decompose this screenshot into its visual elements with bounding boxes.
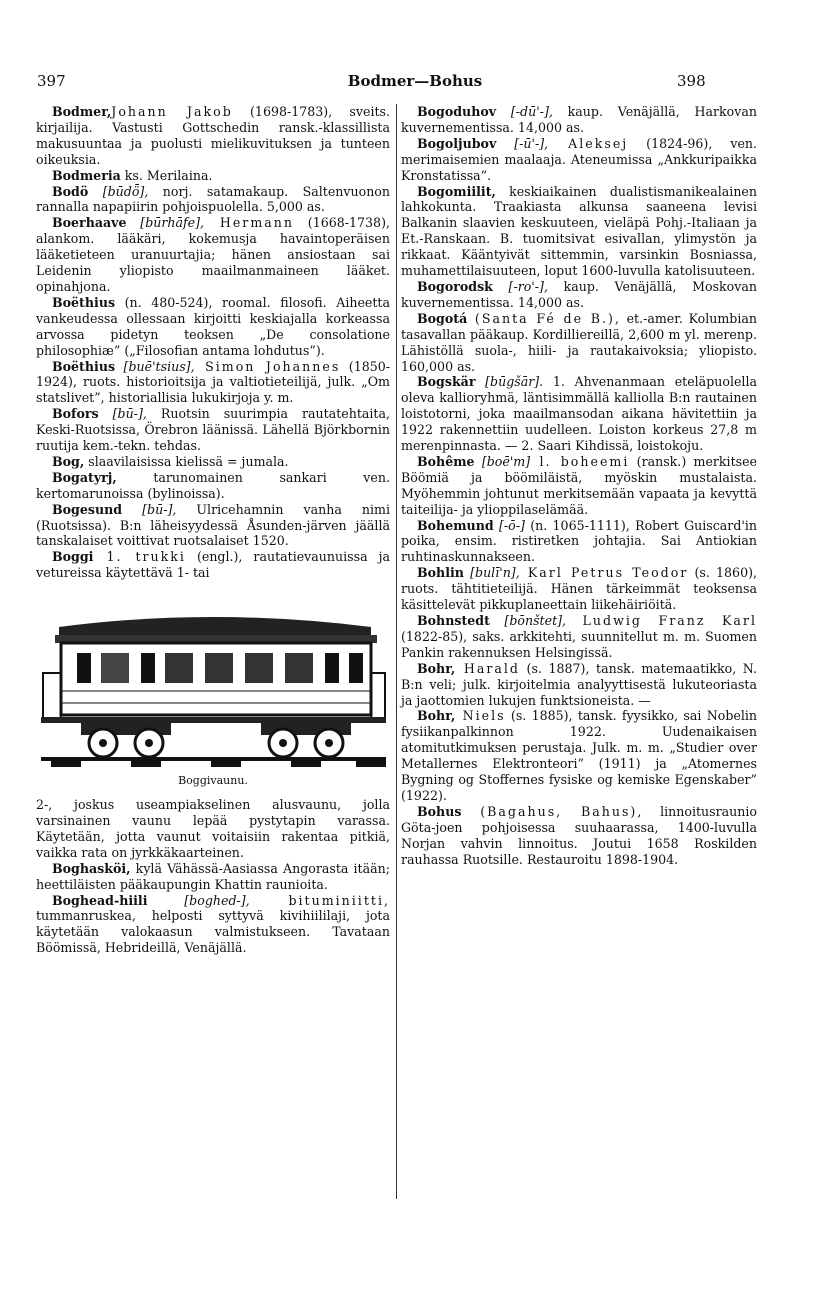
entry-text: (1668-1738), alankom. lääkäri, kokemusja havaintoperäisen lääketieteen uranuurtajia; hänen ansiostaan sai Leidenin yliopisto maailmanmaineen lääket. opinahjona.	[36, 215, 390, 294]
entry-headword: Bohlin	[417, 565, 464, 581]
dictionary-entry	[36, 893, 390, 957]
entry-headword: Boghasköi,	[52, 860, 131, 876]
entry-text: Ruotsin suurimpia rautatehtaita, Keski-Ruotsissa, Örebron läänissä. Lähellä Björkbornin ruutija kem.-tekn. tehdas.	[36, 406, 390, 454]
entry-pronunciation: [-ō-]	[493, 517, 525, 533]
entry-pronunciation: [bulī'n],	[463, 565, 520, 581]
entry-text: (1824-96), ven. merimaisemien maalaaja. Ateneumissa „Ankkuripaikka Kronstatissa”.	[401, 135, 758, 183]
entry-spaced-name: (Bagahus, Bahus),	[461, 803, 644, 819]
dictionary-entry	[401, 454, 757, 518]
dictionary-entry	[36, 454, 390, 470]
entry-text: tummanruskea, helposti syttyvä kivihiililaji, jota käytetään valokaasun valmistukseen. Tavataan Böömissä, Hebrideillä, Venäjällä.	[36, 908, 390, 956]
entry-text: (n. 480-524), roomal. filosofi. Aiheetta vankeudessa ollessaan kirjoitti keskiajalla korkeassa arvossa pidetyn teoksen „De consolatione philosophiæ” („Filosofian antama lohdutus”).	[36, 294, 390, 358]
dictionary-entry	[401, 613, 757, 661]
dictionary-entry	[401, 136, 757, 184]
entry-text: (1822-85), saks. arkkitehti, suunnitellut m. m. Suomen Pankin rakennuksen Helsingissä.	[401, 628, 757, 660]
entry-pronunciation: [būrhāfe],	[126, 215, 205, 231]
left-entries	[36, 104, 390, 581]
entry-headword: Bogatyrj,	[52, 469, 117, 485]
dictionary-entry	[36, 184, 390, 216]
running-head: Bodmer—Bohus	[347, 72, 483, 90]
entry-headword: Bohemund	[417, 517, 494, 533]
entry-headword: Boerhaave	[52, 215, 127, 231]
dictionary-entry	[36, 215, 390, 295]
entry-headword: Bodö	[52, 183, 89, 199]
dictionary-entry	[36, 470, 390, 502]
dictionary-entry	[401, 374, 757, 454]
entry-text: (engl.), rautatievaunuissa ja vetureissa käytettävä 1- tai	[36, 549, 391, 581]
entry-text: tarunomainen sankari ven. kertomarunoissa (bylinoissa).	[36, 469, 390, 501]
entry-spaced-name: Hermann	[204, 215, 294, 231]
entry-headword: Bogorodsk	[417, 278, 493, 294]
entry-spaced-name: Ludwig Franz Karl	[566, 613, 757, 628]
dictionary-entry	[36, 502, 390, 550]
dictionary-entry	[401, 311, 757, 375]
dictionary-entry	[36, 359, 390, 407]
entry-spaced-name: Simon Johannes	[194, 358, 341, 374]
entry-text: linnoitusraunio Göta-joen pohjoisessa suuhaarassa, 1400-luvulla Norjan vahvin linnoitus. Joutui 1658 Roskilden rauhassa Ruotsille. Restauroitu 1898-1904.	[401, 803, 757, 867]
dictionary-entry	[36, 549, 390, 581]
entry-headword: Bohême	[417, 453, 475, 469]
entry-pronunciation: [bōnštet],	[489, 613, 567, 628]
entry-headword: Bohr,	[417, 660, 456, 676]
entry-spaced-name: Aleksej	[548, 135, 629, 151]
entry-text: keskiaikainen dualistismanikealainen lahkokunta. Traakiasta alkunsa saaneena levisi Balkanin slaavien keskuuteen, vieläpä Pohj.-Italiaan ja Et.-Ranskaan. B. tuomitsivat esivallan, ylimystön ja rikkaat. Kääntyivät sittemmin, varsinkin Bosniassa, muhamettilaisuuteen, loput 1600-luvulla katolisuuteen.	[401, 183, 757, 279]
entry-spaced-name: (Santa Fé de B.),	[467, 310, 621, 326]
entry-headword: Bohus	[417, 803, 462, 819]
entry-spaced-name: bituminiitti,	[249, 892, 390, 908]
dictionary-entry	[401, 279, 757, 311]
entry-spaced-name: Johann Jakob	[111, 104, 233, 119]
left-page-number: 397	[37, 72, 66, 90]
entry-text: (1850-1924), ruots. historioitsija ja valtiotieteilijä, julk. „Om statslivet”, historiallisia lukukirjoja y. m.	[36, 358, 390, 406]
entry-spaced-name: l. boheemi	[530, 453, 630, 469]
dictionary-entry	[401, 565, 757, 613]
entry-text: (ransk.) merkitsee Böömiä ja böömiläistä, myöskin mustalaista. Myöhemmin johtunut merkitsemään vapaata ja kevyttä taiteilija- ja ylioppilaselämää.	[401, 453, 758, 517]
entry-pronunciation: [-ū'-],	[496, 135, 549, 151]
entry-text: Ulricehamnin vanha nimi (Ruotsissa). B:n läheisyydessä Åsunden-järven jäällä tanskalaiset voittivat ruotsalaiset 1520.	[36, 501, 390, 549]
entry-headword: Boëthius	[52, 294, 116, 310]
entry-headword: Boggi	[52, 549, 94, 565]
entry-text: (n. 1065-1111), Robert Guiscard'in poika, ensim. ristiretken johtajia. Sai Antiokian ruhtinaskunnakseen.	[401, 517, 757, 565]
bogie-wagon-figure	[36, 591, 390, 789]
entry-pronunciation: [boghed-],	[147, 892, 250, 908]
dictionary-entry	[401, 518, 757, 566]
entry-headword: Bofors	[52, 406, 99, 422]
entry-text: et.-amer. Kolumbian tasavallan pääkaup. Kordilliereillä, 2,600 m yl. merenp. Lähistöllä suola-, hiili- ja rautakaivoksia; yliopisto. 160,000 as.	[401, 310, 758, 374]
entry-text: ks. Merilaina.	[120, 167, 213, 183]
dictionary-entry	[401, 184, 757, 279]
boggi-continuation: 2-, joskus useampiakselinen alusvaunu, jolla varsinainen vaunu lepää pystytapin varassa. Käytetään, jotta vaunut voitaisiin rakentaa pitkiä, vaikka rata on jyrkkäkaarteinen.	[36, 797, 390, 860]
entry-pronunciation: [boē'm]	[474, 453, 531, 469]
entry-pronunciation: [-ro'-],	[492, 278, 548, 294]
dictionary-entry	[401, 708, 757, 803]
left-entries-after	[36, 861, 390, 956]
entry-headword: Bogotá	[417, 310, 468, 326]
entry-spaced-name: Niels	[455, 708, 506, 724]
entry-spaced-name: Harald	[455, 660, 520, 676]
figure-caption: Boggivaunu.	[178, 774, 248, 788]
entry-pronunciation: [bū-],	[98, 406, 147, 422]
entry-text: (s. 1885), tansk. fyysikko, sai Nobelin fysiikanpalkinnon 1922. Uudenaikaisen atomitutkimuksen perustaja. Julk. m. m. „Studier over Metallernes Elektronteori” (1911) ja „Atomernes Bygning og Stoffernes fysiske og kemiske Egenskaber” (1922).	[401, 708, 758, 803]
entry-text: kaup. Venäjällä, Moskovan kuvernementissa. 14,000 as.	[401, 278, 757, 310]
dictionary-entry	[36, 295, 390, 359]
entry-headword: Bogoduhov	[417, 104, 497, 119]
entry-headword: Bogskär	[417, 374, 476, 390]
entry-spaced-name: 1. trukki	[93, 549, 186, 565]
entry-headword: Bogoljubov	[417, 135, 497, 151]
entry-headword: Bodmer,	[52, 104, 112, 119]
entry-text: (s. 1860), ruots. tähtitieteilijä. Hänen tärkeimmät teoksensa käsittelevät pikkuplaneettain liikehäiriöitä.	[401, 565, 757, 613]
entry-text: kylä Vähässä-Aasiassa Angorasta itään; heettiläisten pääkaupungin Khattin raunioita.	[36, 860, 390, 892]
dictionary-entry	[401, 104, 757, 136]
dictionary-entry	[36, 406, 390, 454]
entry-text: (s. 1887), tansk. matemaatikko, N. B:n veli; julk. kirjoitelmia analyyttisestä lukuteoriasta ja jaottomien lukujen funktsioneista. —	[401, 660, 757, 708]
entry-pronunciation: [būdȫ],	[88, 183, 149, 199]
entry-pronunciation: [bū-],	[122, 501, 177, 517]
left-column	[36, 104, 390, 956]
bogie-wagon-illustration	[41, 591, 386, 769]
entry-text: 1. Ahvenanmaan eteläpuolella oleva kallioryhmä, läntisimmällä kalliolla B:n rautainen loistotorni, joka maailmansodan aikana hävitettiin ja 1922 rakennettiin uudelleen. Loiston korkeus 27,8 m merenpinnasta. — 2. Saari Kihdissä, loistokoju.	[401, 374, 757, 454]
entry-headword: Bogomiilit,	[417, 183, 496, 199]
entry-headword: Bohr,	[417, 708, 456, 724]
entry-text: slaavilaisissa kielissä = jumala.	[84, 453, 289, 469]
dictionary-entry	[401, 804, 757, 868]
entry-headword: Bog,	[52, 453, 85, 469]
dictionary-entry	[36, 104, 390, 168]
entry-pronunciation: [-dū'-],	[496, 104, 553, 119]
dictionary-entry	[36, 168, 390, 184]
entry-spaced-name: Karl Petrus Teodor	[519, 565, 689, 581]
entry-headword: Bohnstedt	[417, 613, 490, 628]
entry-headword: Boëthius	[52, 358, 116, 374]
entry-pronunciation: [buē'tsius],	[115, 358, 195, 374]
entry-headword: Bogesund	[52, 501, 123, 517]
entry-text: norj. satamakaup. Saltenvuonon rannalla napapiirin pohjoispuolella. 5,000 as.	[36, 183, 390, 215]
entry-text: (1698-1783), sveits. kirjailija. Vastusti Gottschedin ransk.-klassillista makusuuntaa ja puolusti mielikuvituksen ja tunteen oikeuksia.	[36, 104, 390, 167]
entry-pronunciation: [būgšār].	[475, 374, 544, 390]
right-column	[396, 104, 757, 1199]
entry-headword: Bodmeria	[52, 167, 121, 183]
entry-text: kaup. Venäjällä, Harkovan kuvernementissa. 14,000 as.	[401, 104, 757, 135]
right-page-number: 398	[677, 72, 706, 90]
right-entries	[401, 104, 757, 868]
dictionary-entry	[401, 661, 757, 709]
entry-headword: Boghead-hiili	[52, 892, 148, 908]
dictionary-entry	[36, 861, 390, 893]
